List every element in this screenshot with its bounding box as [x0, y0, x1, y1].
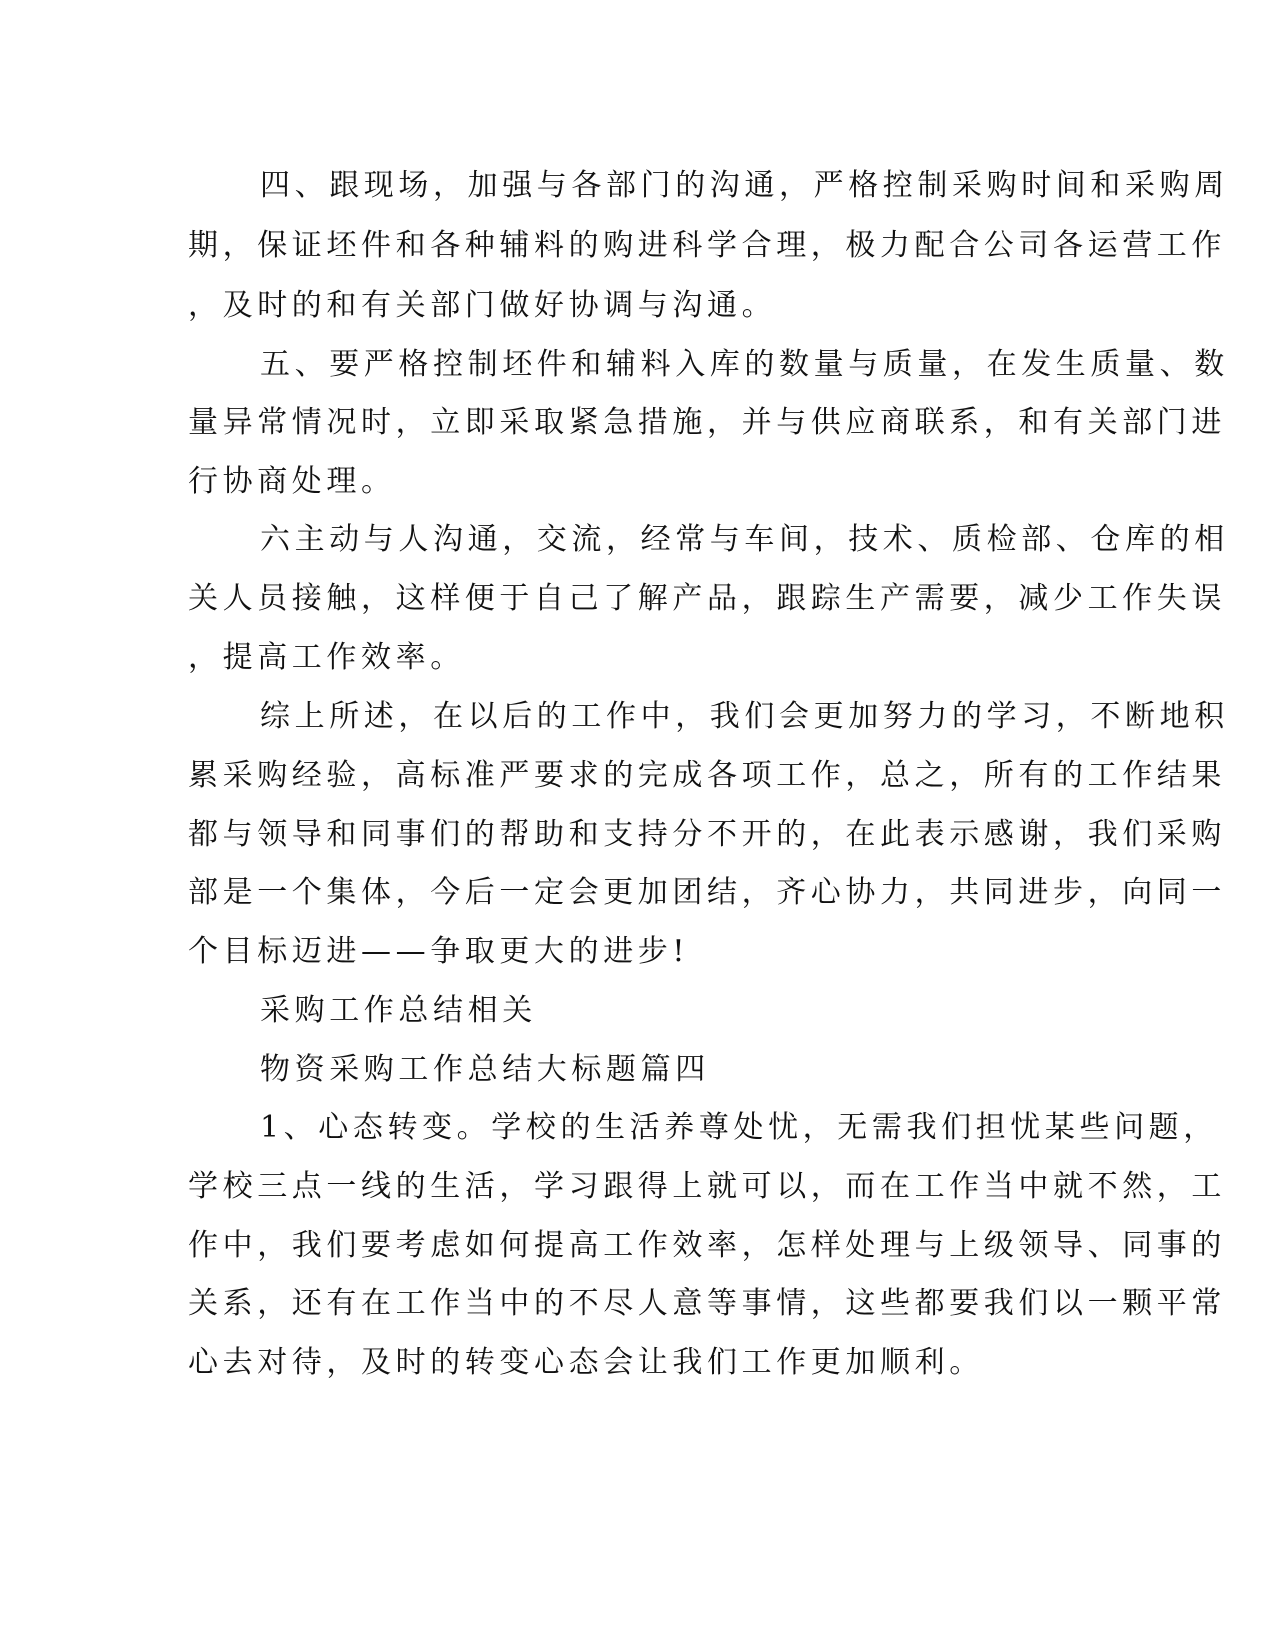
- point-1-line-5: 心去对待，及时的转变心态会让我们工作更加顺利。: [188, 1345, 984, 1380]
- summary-line-2: 累采购经验，高标准严要求的完成各项工作，总之，所有的工作结果: [188, 758, 1226, 793]
- paragraph-5-line-2: 量异常情况时，立即采取紧急措施，并与供应商联系，和有关部门进: [188, 405, 1226, 440]
- paragraph-4-line-1: 四、跟现场，加强与各部门的沟通，严格控制采购时间和采购周: [260, 168, 1229, 203]
- paragraph-4-line-3: ，及时的和有关部门做好协调与沟通。: [188, 288, 777, 323]
- point-1-line-4: 关系，还有在工作当中的不尽人意等事情，这些都要我们以一颗平常: [188, 1286, 1226, 1321]
- summary-line-1: 综上所述，在以后的工作中，我们会更加努力的学习，不断地积: [260, 699, 1229, 734]
- section-heading: 物资采购工作总结大标题篇四: [260, 1052, 710, 1087]
- summary-line-3: 都与领导和同事们的帮助和支持分不开的，在此表示感谢，我们采购: [188, 817, 1226, 852]
- summary-line-5: 个目标迈进——争取更大的进步!: [188, 934, 690, 969]
- paragraph-5-line-3: 行协商处理。: [188, 464, 396, 499]
- paragraph-6-line-2: 关人员接触，这样便于自己了解产品，跟踪生产需要，减少工作失误: [188, 581, 1226, 616]
- paragraph-6-line-1: 六主动与人沟通，交流，经常与车间，技术、质检部、仓库的相: [260, 522, 1229, 557]
- paragraph-4-line-2: 期，保证坯件和各种辅料的购进科学合理，极力配合公司各运营工作: [188, 228, 1226, 263]
- point-1-line-2: 学校三点一线的生活，学习跟得上就可以，而在工作当中就不然，工: [188, 1169, 1226, 1204]
- summary-line-4: 部是一个集体，今后一定会更加团结，齐心协力，共同进步，向同一: [188, 875, 1226, 910]
- paragraph-5-line-1: 五、要严格控制坯件和辅料入库的数量与质量，在发生质量、数: [260, 347, 1229, 382]
- paragraph-6-line-3: ，提高工作效率。: [188, 640, 465, 675]
- related-heading: 采购工作总结相关: [260, 993, 537, 1028]
- point-1-line-3: 作中，我们要考虑如何提高工作效率，怎样处理与上级领导、同事的: [188, 1228, 1226, 1263]
- point-1-line-1: 1、心态转变。学校的生活养尊处忧，无需我们担忧某些问题，: [260, 1110, 1218, 1145]
